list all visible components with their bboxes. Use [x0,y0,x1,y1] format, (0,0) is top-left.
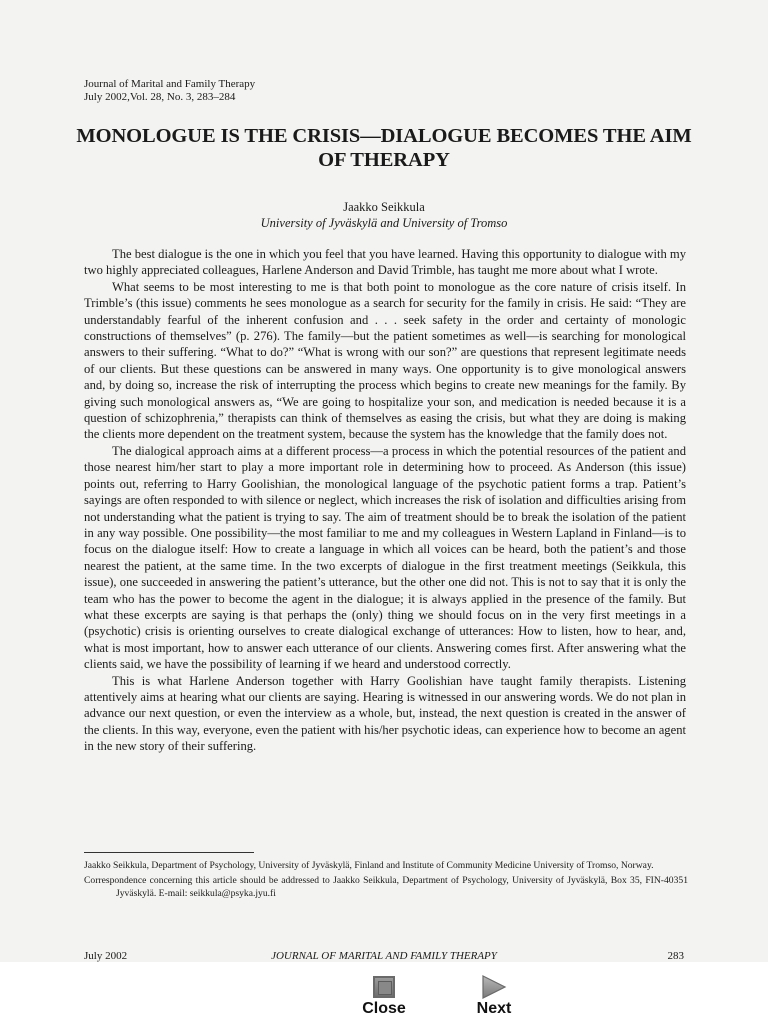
author-affiliation: University of Jyväskylä and University of Tromso [260,216,508,230]
journal-header [84,78,255,104]
body-paragraph: What seems to be most interesting to me is that both point to monologue as the core nature of crisis itself. In Trimble’s (this issue) comments he sees monologue as a search for security for the family in crisis. He said: “They are understandably fearful of the inherent confusion and . . . seek safety in the order and certainty of monologic constructions of themselves” (p. 276). The family—but the patient sometimes as well—is searching for monological answers to their suffering. “What to do?” “What is wrong with our son?” are questions that represent legitimate needs of our clients. But these questions can be answered in many ways. One opportunity is to give monological answers and, by doing so, increase the risk of interrupting the process which begins to create new meanings for the family. By giving such monological answers as, “We are going to hospitalize your son, and medication is needed because it is a question of schizophrenia,” therapists can think of themselves as easing the crisis, but what they are doing is making the clients more dependent on the treatment system, because the system has the knowledge that the family does not. [84,279,686,442]
next-arrow-icon [481,975,507,999]
journal-name: Journal of Marital and Family Therapy [84,78,256,90]
article-author: Jaakko Seikkula [343,200,425,214]
article-title: MONOLOGUE IS THE CRISIS—DIALOGUE BECOMES THE AIM OF THERAPY [76,125,692,171]
footer-date: July 2002 [84,950,128,962]
body-paragraph: The dialogical approach aims at a different process—a process in which the potential resources of the patient and those nearest him/her start to play a more important role in determining how to proceed. As Anderson (this issue) points out, referring to Harry Goolishian, the monological language of the psychotic patient forms a trap. Patient’s sayings are often responded to with silence or neglect, which increases the risk of isolation and difficulties arising from not understanding what the patient is trying to say. The aim of treatment should be to break the isolation of the patient in any way possible. One possibility—the most familiar to me and my colleagues in Western Lapland in Finland—is to focus on the dialogue itself: How to create a language in which all voices can be heard, both the patient’s and those nearest the patient, at the same time. In the two excerpts of dialogue in the first treatment meetings (Seikkula, this issue), one succeeded in answering the patient’s utterance, but the other one did not. This is not to say that it is only the team who has the power to become the agent in the dialogue; it is always applied in the presence of the family. But what these excerpts are saying is that perhaps the (only) thing we should focus on in the very first meetings in a (psychotic) crisis is orienting ourselves to create dialogical exchange of utterances: How to listen, how to hear, and, what is most important, how to answer each utterance of our clients. Answering comes first. After answering what the clients said, we have the possibility of learning if we heard and understood correctly. [84,443,686,672]
footnote-correspondence: Correspondence concerning this article should be addressed to Jaakko Seikkula, Department of Psychology, University of Jyväskylä, Box 35, FIN-40351 Jyväskylä. E-mail: seikkula@psyka.jyu.fi [84,874,688,900]
close-button-label: Close [362,1000,406,1017]
footnote-divider [84,852,254,853]
next-button-label: Next [476,1000,512,1017]
next-button[interactable] [459,973,529,1023]
journal-issue: July 2002,Vol. 28, No. 3, 283–284 [84,91,236,103]
footnote-author-info: Jaakko Seikkula, Department of Psychology, University of Jyväskylä, Finland and Institute of Community Medicine University of Tromso, Norway. [84,860,654,871]
footer-journal-name: JOURNAL OF MARITAL AND FAMILY THERAPY [271,950,497,962]
page-number: 283 [667,950,684,962]
close-button[interactable] [349,973,419,1023]
body-paragraph: This is what Harlene Anderson together with Harry Goolishian have taught family therapists. Listening attentively aims at hearing what our clients are saying. Hearing is witnessed in our answering words. We do not plan in advance our next question, or even the interview as a whole, but, instead, the next question is created in the answer of the clients. In this way, everyone, even the patient with his/her psychotic ideas, can experience how to become an agent in the new story of their suffering. [84,673,686,754]
close-icon [373,976,395,998]
body-paragraph: The best dialogue is the one in which you feel that you have learned. Having this opportunity to dialogue with my two highly appreciated colleagues, Harlene Anderson and David Trimble, has taught me more about what I wrote. [84,247,686,278]
footnotes [84,859,688,902]
article-body [84,246,686,755]
